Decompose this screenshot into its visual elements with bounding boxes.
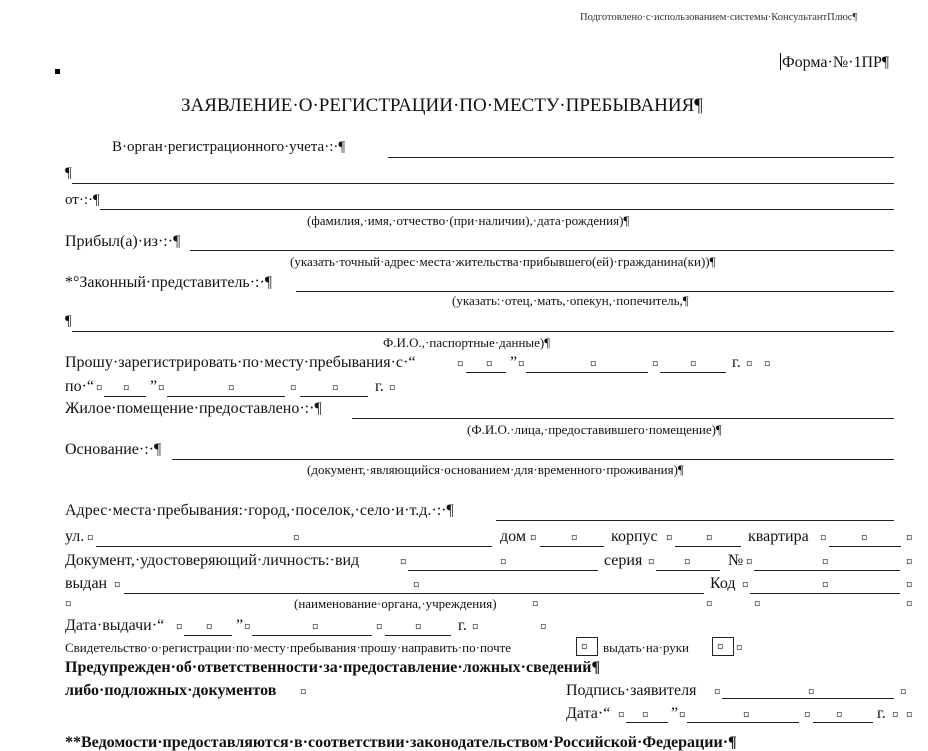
cell-mark: ¤: [312, 619, 319, 634]
representative-pilcrow: ¶: [65, 313, 72, 329]
end-day-line[interactable]: [104, 396, 146, 397]
from-hint: (фамилия,·имя,·отчество·(при·наличии),·дата·рождения)¶: [307, 213, 630, 228]
cell-mark: ¤: [906, 530, 913, 545]
cell-mark: ¤: [400, 554, 407, 569]
number-input-line[interactable]: [754, 570, 900, 571]
cell-mark: ¤: [717, 639, 724, 654]
cell-mark: ¤: [290, 380, 297, 395]
cell-mark: ¤: [746, 356, 753, 371]
dwelling-label: Жилое·помещение·предоставлено·:·¶: [65, 400, 322, 417]
cell-mark: ¤: [472, 619, 479, 634]
bullet-mark: [55, 69, 60, 74]
cell-mark: ¤: [540, 619, 547, 634]
building-input-line[interactable]: [675, 546, 741, 547]
representative-hint-2: Ф.И.О.,·паспортные·данные)¶: [383, 335, 551, 350]
end-year-line[interactable]: [300, 396, 368, 397]
cell-mark: ¤: [808, 684, 815, 699]
year-g: г.: [375, 378, 384, 395]
from-label: от·:·¶: [65, 192, 100, 208]
from-input-line[interactable]: [100, 209, 894, 210]
start-day-line[interactable]: [466, 372, 506, 373]
issue-month-line[interactable]: [252, 635, 372, 636]
building-label: корпус: [611, 528, 658, 545]
cell-mark: ¤: [123, 380, 130, 395]
quote-close: ”: [671, 705, 679, 722]
cell-mark: ¤: [376, 619, 383, 634]
dwelling-input-line[interactable]: [352, 418, 894, 419]
cell-mark: ¤: [652, 356, 659, 371]
cell-mark: ¤: [332, 380, 339, 395]
number-label: №: [728, 552, 744, 569]
arrived-label: Прибыл(а)·из·:·¶: [65, 233, 181, 250]
year-g: г.: [877, 705, 886, 722]
issued-input-line[interactable]: [124, 593, 704, 594]
cell-mark: ¤: [820, 530, 827, 545]
id-doc-label: Документ,·удостоверяющий·личность:·вид: [65, 552, 360, 569]
certificate-label: Свидетельство·о·регистрации·по·месту·пребывания·прошу·направить·по·почте: [65, 640, 512, 655]
id-doc-type-line[interactable]: [408, 570, 598, 571]
cell-mark: ¤: [836, 707, 843, 722]
cell-mark: ¤: [532, 596, 539, 611]
end-month-line[interactable]: [167, 396, 285, 397]
signature-label: Подпись·заявителя: [566, 682, 697, 699]
address-label: Адрес·места·пребывания:·город,·поселок,·село·и·т.д.·:·¶: [65, 502, 454, 519]
sign-year-line[interactable]: [813, 722, 873, 723]
cell-mark: ¤: [571, 530, 578, 545]
cell-mark: ¤: [690, 356, 697, 371]
series-label: серия: [604, 552, 643, 569]
issue-year-line[interactable]: [385, 635, 451, 636]
representative-input-line-2[interactable]: [72, 331, 894, 332]
sign-month-line[interactable]: [687, 722, 799, 723]
code-input-line[interactable]: [750, 593, 900, 594]
cell-mark: ¤: [746, 554, 753, 569]
request-label: Прошу·зарегистрировать·по·месту·пребывания·с·“: [65, 354, 416, 371]
start-year-line[interactable]: [660, 372, 726, 373]
cell-mark: ¤: [906, 577, 913, 592]
cell-mark: ¤: [96, 380, 103, 395]
cell-mark: ¤: [679, 707, 686, 722]
cell-mark: ¤: [415, 619, 422, 634]
cell-mark: ¤: [500, 554, 507, 569]
warning-line-2: либо·подложных·документов: [65, 682, 277, 699]
cell-mark: ¤: [530, 530, 537, 545]
cell-mark: ¤: [176, 619, 183, 634]
text-cursor: [780, 53, 781, 70]
cell-mark: ¤: [518, 356, 525, 371]
quote-close: ”: [510, 354, 518, 371]
dwelling-hint: (Ф.И.О.·лица,·предоставившего·помещение)¶: [467, 422, 722, 437]
cell-mark: ¤: [293, 530, 300, 545]
cell-mark: ¤: [714, 684, 721, 699]
cell-mark: ¤: [158, 380, 165, 395]
warning-line-1: Предупрежден·об·ответственности·за·предоставление·ложных·сведений¶: [65, 659, 601, 676]
cell-mark: ¤: [764, 356, 771, 371]
apartment-label: квартира: [748, 528, 809, 545]
organ-label: В·орган·регистрационного·учета·:·¶: [112, 139, 346, 155]
cell-mark: ¤: [906, 554, 913, 569]
series-input-line[interactable]: [656, 570, 720, 571]
representative-hint: (указать:·отец,·мать,·опекун,·попечитель,¶: [452, 293, 689, 308]
po-label: по·“: [65, 378, 94, 395]
sign-day-line[interactable]: [626, 722, 668, 723]
cell-mark: ¤: [754, 596, 761, 611]
cell-mark: ¤: [906, 707, 913, 722]
street-input-line[interactable]: [96, 546, 492, 547]
date-label: Дата·“: [566, 705, 611, 722]
cell-mark: ¤: [206, 619, 213, 634]
cell-mark: ¤: [244, 619, 251, 634]
quote-close: ”: [236, 617, 244, 634]
cell-mark: ¤: [684, 554, 691, 569]
cell-mark: ¤: [457, 356, 464, 371]
cell-mark: ¤: [389, 380, 396, 395]
footnote: **Ведомости·предоставляются·в·соответствии·законодательством·Российской·Федерации·¶: [65, 734, 737, 751]
by-hand-label: выдать·на·руки: [603, 640, 690, 655]
issued-hint: (наименование·органа,·учреждения): [294, 596, 497, 611]
page-title: ЗАЯВЛЕНИЕ·О·РЕГИСТРАЦИИ·ПО·МЕСТУ·ПРЕБЫВАНИЯ¶: [181, 95, 703, 116]
cell-mark: ¤: [706, 596, 713, 611]
cell-mark: ¤: [892, 707, 899, 722]
cell-mark: ¤: [300, 684, 307, 699]
cell-mark: ¤: [648, 554, 655, 569]
basis-input-line[interactable]: [172, 459, 894, 460]
cell-mark: ¤: [736, 640, 743, 655]
cell-mark: ¤: [413, 577, 420, 592]
apartment-input-line[interactable]: [829, 546, 901, 547]
blank-pilcrow: ¶: [65, 165, 72, 181]
cell-mark: ¤: [742, 577, 749, 592]
cell-mark: ¤: [822, 554, 829, 569]
cell-mark: ¤: [666, 530, 673, 545]
cell-mark: ¤: [581, 639, 588, 654]
cell-mark: ¤: [642, 707, 649, 722]
cell-mark: ¤: [804, 707, 811, 722]
representative-label: *°Законный·представитель·:·¶: [65, 274, 273, 291]
start-month-line[interactable]: [526, 372, 648, 373]
cell-mark: ¤: [618, 707, 625, 722]
basis-label: Основание·:·¶: [65, 441, 162, 458]
organ-input-line[interactable]: [388, 157, 894, 158]
house-input-line[interactable]: [540, 546, 604, 547]
prepared-note: Подготовлено·с·использованием·системы·КонсультантПлюс¶: [580, 12, 858, 23]
year-g: г.: [732, 354, 741, 371]
representative-input-line[interactable]: [296, 291, 894, 292]
house-label: дом: [500, 528, 526, 545]
cell-mark: ¤: [706, 530, 713, 545]
cell-mark: ¤: [228, 380, 235, 395]
year-g: г.: [458, 617, 467, 634]
cell-mark: ¤: [822, 577, 829, 592]
issue-day-line[interactable]: [184, 635, 232, 636]
address-input-line[interactable]: [496, 520, 894, 521]
cell-mark: ¤: [486, 356, 493, 371]
issued-label: выдан: [65, 575, 108, 592]
quote-close: ”: [150, 378, 158, 395]
cell-mark: ¤: [590, 356, 597, 371]
cell-mark: ¤: [906, 596, 913, 611]
form-number: Форма·№·1ПР¶: [782, 54, 890, 71]
street-label: ул.: [65, 528, 85, 545]
issue-date-label: Дата·выдачи·“: [65, 617, 165, 634]
cell-mark: ¤: [900, 684, 907, 699]
cell-mark: ¤: [743, 707, 750, 722]
basis-hint: (документ,·являющийся·основанием·для·временного·проживания)¶: [307, 462, 684, 477]
arrived-hint: (указать·точный·адрес·места·жительства·прибывшего(ей)·гражданина(ки))¶: [290, 254, 716, 269]
code-label: Код: [710, 575, 736, 592]
blank-input-line[interactable]: [72, 183, 894, 184]
cell-mark: ¤: [861, 530, 868, 545]
cell-mark: ¤: [65, 596, 72, 611]
arrived-input-line[interactable]: [190, 250, 894, 251]
cell-mark: ¤: [87, 530, 94, 545]
cell-mark: ¤: [114, 577, 121, 592]
